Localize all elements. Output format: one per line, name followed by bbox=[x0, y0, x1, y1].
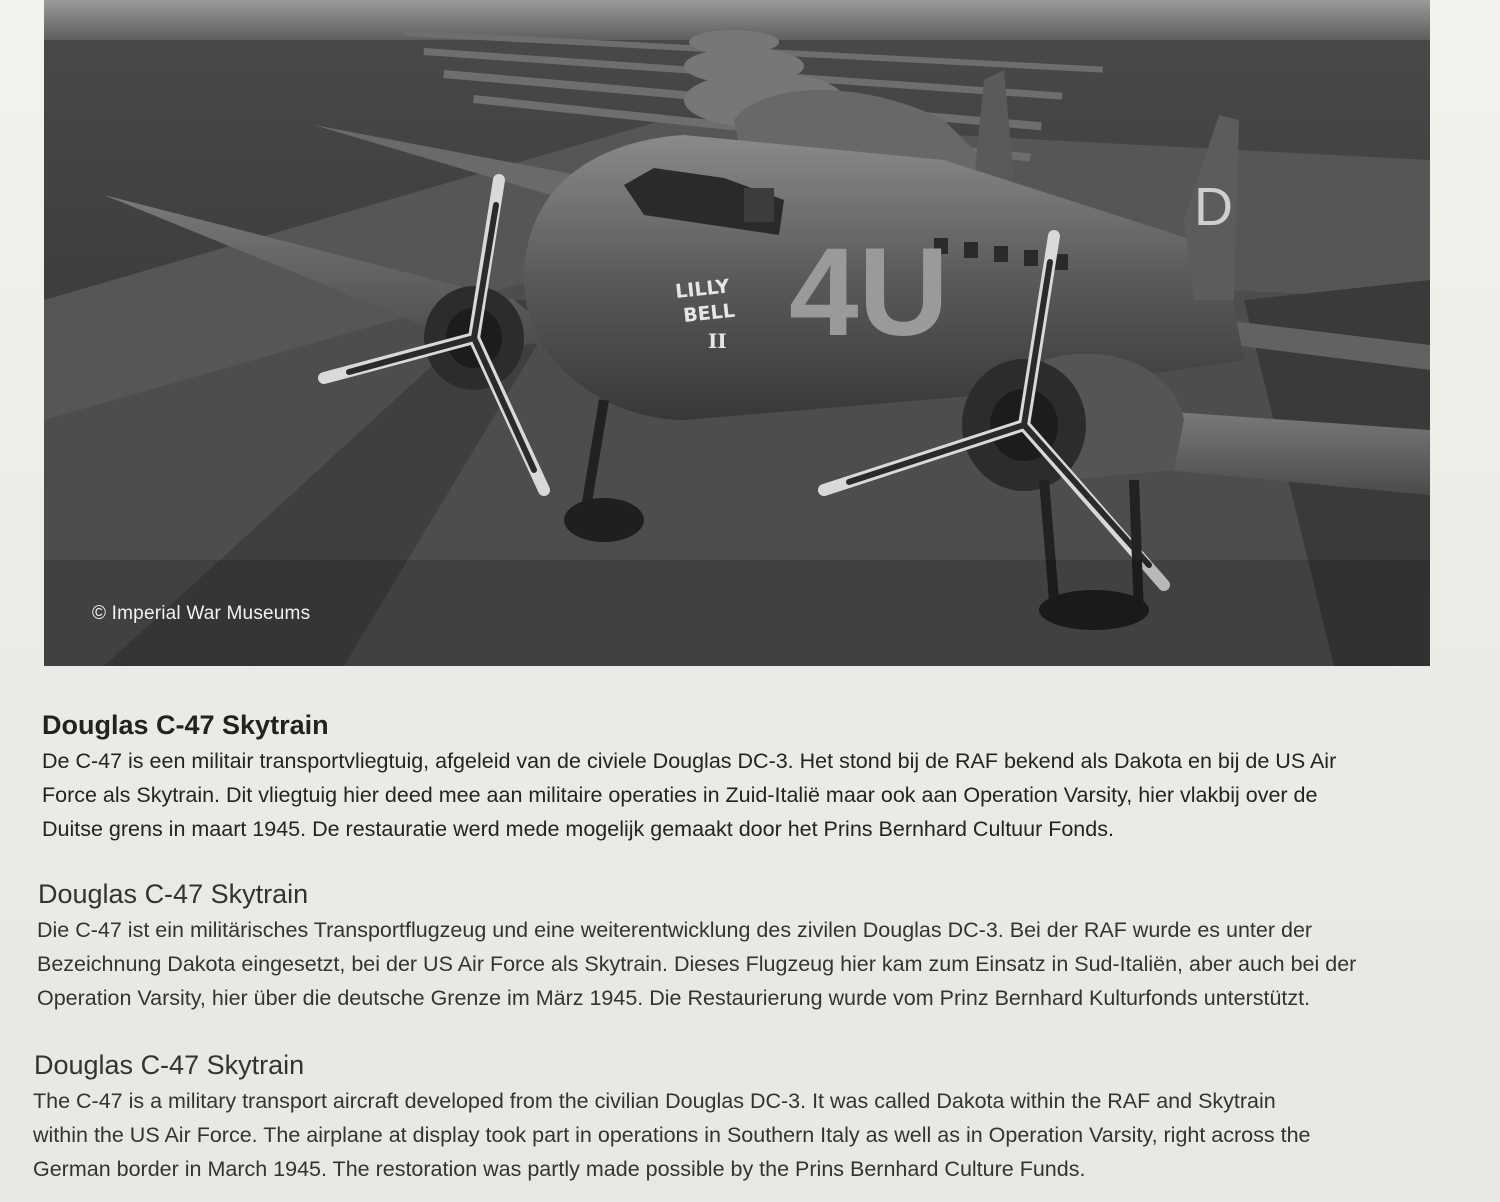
english-line-1: The C-47 is a military transport aircraft developed from the civilian Douglas DC-3. It was called Dakota within the RAF and Skytrain bbox=[33, 1089, 1276, 1113]
fuselage-code: 4U bbox=[789, 223, 949, 362]
english-line-2: within the US Air Force. The airplane at display took part in operations in Southern Italy as well as in Operation Varsity, right across the bbox=[33, 1123, 1311, 1147]
dutch-section bbox=[0, 708, 1500, 846]
dutch-description bbox=[0, 744, 1500, 846]
german-line-1: Die C-47 ist ein militärisches Transportflugzeug und eine weiterentwicklung des zivilen Douglas DC-3. Bei der RAF wurde es unter der bbox=[37, 918, 1313, 942]
german-description bbox=[0, 913, 1500, 1015]
photo-credit: © Imperial War Museums bbox=[92, 603, 311, 624]
aircraft-photo bbox=[44, 0, 1430, 666]
german-title: Douglas C-47 Skytrain bbox=[38, 879, 309, 909]
dutch-line-3: Duitse grens in maart 1945. De restauratie werd mede mogelijk gemaakt door het Prins Bernhard Cultuur Fonds. bbox=[42, 817, 1114, 841]
english-title: Douglas C-47 Skytrain bbox=[34, 1050, 305, 1080]
german-line-3: Operation Varsity, hier über die deutsche Grenze im März 1945. Die Restaurierung wurde vom Prinz Bernhard Kulturfonds unterstützt. bbox=[37, 986, 1311, 1010]
nose-art-line-1: LILLY bbox=[674, 275, 731, 303]
nose-art-line-2: BELL bbox=[682, 299, 736, 327]
tail-letter: D bbox=[1194, 177, 1233, 237]
english-section bbox=[0, 1048, 1500, 1186]
dutch-line-1: De C-47 is een militair transportvliegtuig, afgeleid van de civiele Douglas DC-3. Het stond bij de RAF bekend als Dakota en bij de US Air bbox=[42, 749, 1337, 773]
aircraft-illustration bbox=[44, 0, 1430, 666]
english-description bbox=[0, 1084, 1500, 1186]
german-line-2: Bezeichnung Dakota eingesetzt, bei der US Air Force als Skytrain. Dieses Flugzeug hier kam zum Einsatz in Sud-Italiën, aber auch bei der bbox=[37, 952, 1357, 976]
german-section bbox=[0, 877, 1500, 1015]
nose-art-line-3: II bbox=[708, 329, 727, 353]
dutch-line-2: Force als Skytrain. Dit vliegtuig hier deed mee aan militaire operaties in Zuid-Italië maar ook aan Operation Varsity, hier vlakbij over de bbox=[42, 783, 1318, 807]
english-line-3: German border in March 1945. The restoration was partly made possible by the Prins Bernhard Culture Funds. bbox=[33, 1157, 1086, 1181]
dutch-title: Douglas C-47 Skytrain bbox=[42, 710, 329, 740]
